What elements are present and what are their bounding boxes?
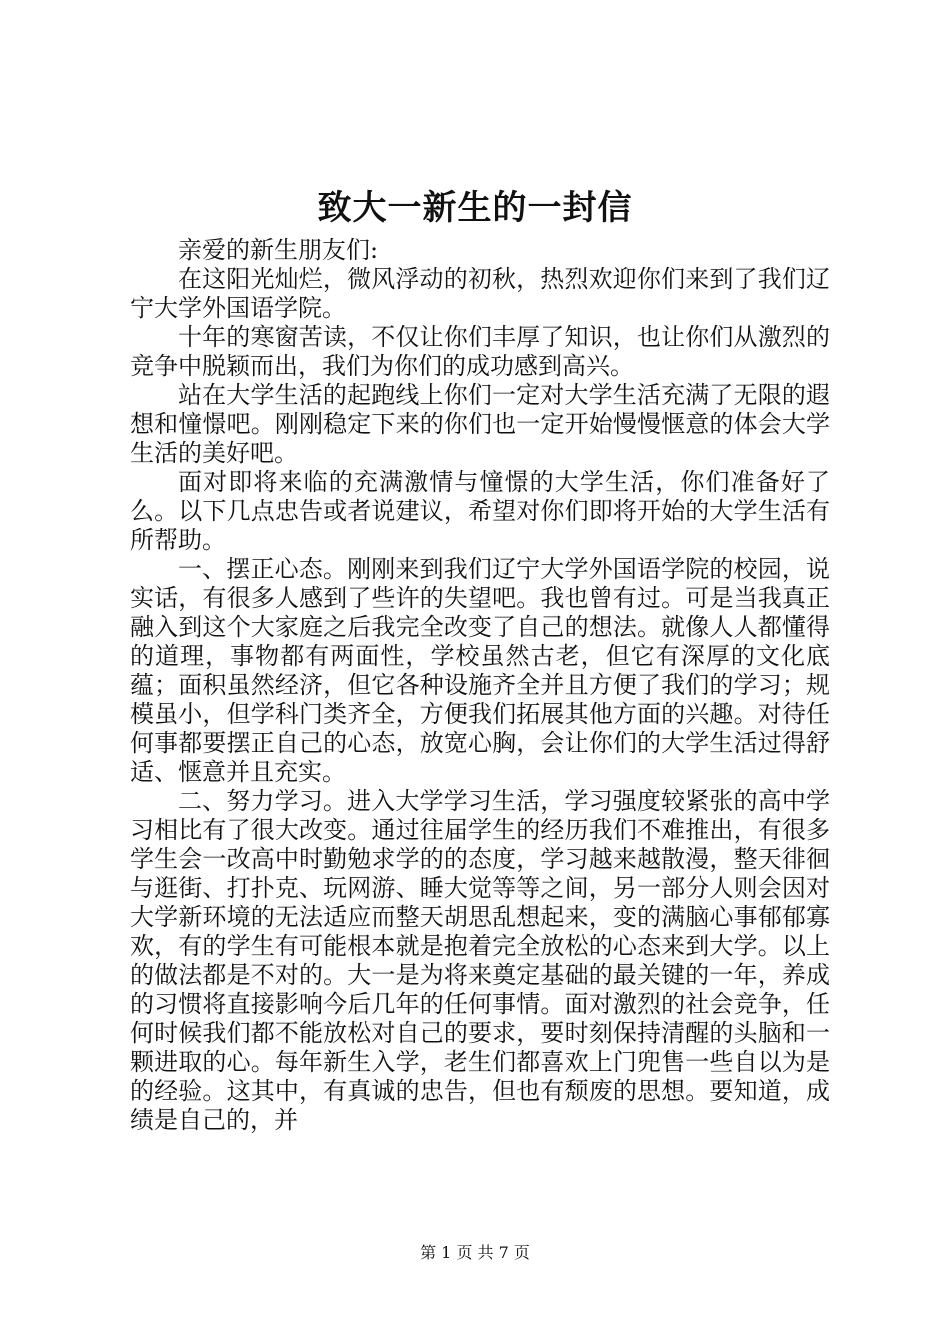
letter-body	[130, 236, 830, 1135]
page-number-footer: 第 1 页 共 7 页	[420, 1243, 530, 1262]
welcome-paragraph: 在这阳光灿烂，微风浮动的初秋，热烈欢迎你们来到了我们辽宁大学外国语学院。	[130, 265, 830, 322]
advice-study-paragraph: 二、努力学习。进入大学学习生活，学习强度较紧张的高中学习相比有了很大改变。通过往届学生的经历我们不难推出，有很多学生会一改高中时勤勉求学的的态度，学习越来越散漫，整天徘徊与逛街、打扑克、玩网游、睡大觉等等之间，另一部分人则会因对大学新环境的无法适应而整天胡思乱想起来，变的满脑心事郁郁寡欢，有的学生有可能根本就是抱着完全放松的心态来到大学。以上的做法都是不对的。大一是为将来奠定基础的最关键的一年，养成的习惯将直接影响今后几年的任何事情。面对激烈的社会竞争，任何时候我们都不能放松对自己的要求，要时刻保持清醒的头脑和一颗进取的心。每年新生入学，老生们都喜欢上门兜售一些自以为是的经验。这其中，有真诚的忠告，但也有颓废的思想。要知道，成绩是自己的，并	[130, 787, 830, 1134]
advice-intro-paragraph: 面对即将来临的充满激情与憧憬的大学生活，你们准备好了么。以下几点忠告或者说建议，希望对你们即将开始的大学生活有所帮助。	[130, 468, 830, 554]
advice-attitude-paragraph: 一、摆正心态。刚刚来到我们辽宁大学外国语学院的校园，说实话，有很多人感到了些许的失望吧。我也曾有过。可是当我真正融入到这个大家庭之后我完全改变了自己的想法。就像人人都懂得的道理，事物都有两面性，学校虽然古老，但它有深厚的文化底蕴；面积虽然经济，但它各种设施齐全并且方便了我们的学习；规模虽小，但学科门类齐全，方便我们拓展其他方面的兴趣。对待任何事都要摆正自己的心态，放宽心胸，会让你们的大学生活过得舒适、惬意并且充实。	[130, 555, 830, 786]
starting-line-paragraph: 站在大学生活的起跑线上你们一定对大学生活充满了无限的遐想和憧憬吧。刚刚稳定下来的你们也一定开始慢慢惬意的体会大学生活的美好吧。	[130, 381, 830, 467]
document-title: 致大一新生的一封信	[317, 188, 633, 228]
congratulation-paragraph: 十年的寒窗苦读，不仅让你们丰厚了知识，也让你们从激烈的竞争中脱颖而出，我们为你们的成功感到高兴。	[130, 323, 830, 380]
salutation-paragraph: 亲爱的新生朋友们:	[178, 236, 379, 264]
